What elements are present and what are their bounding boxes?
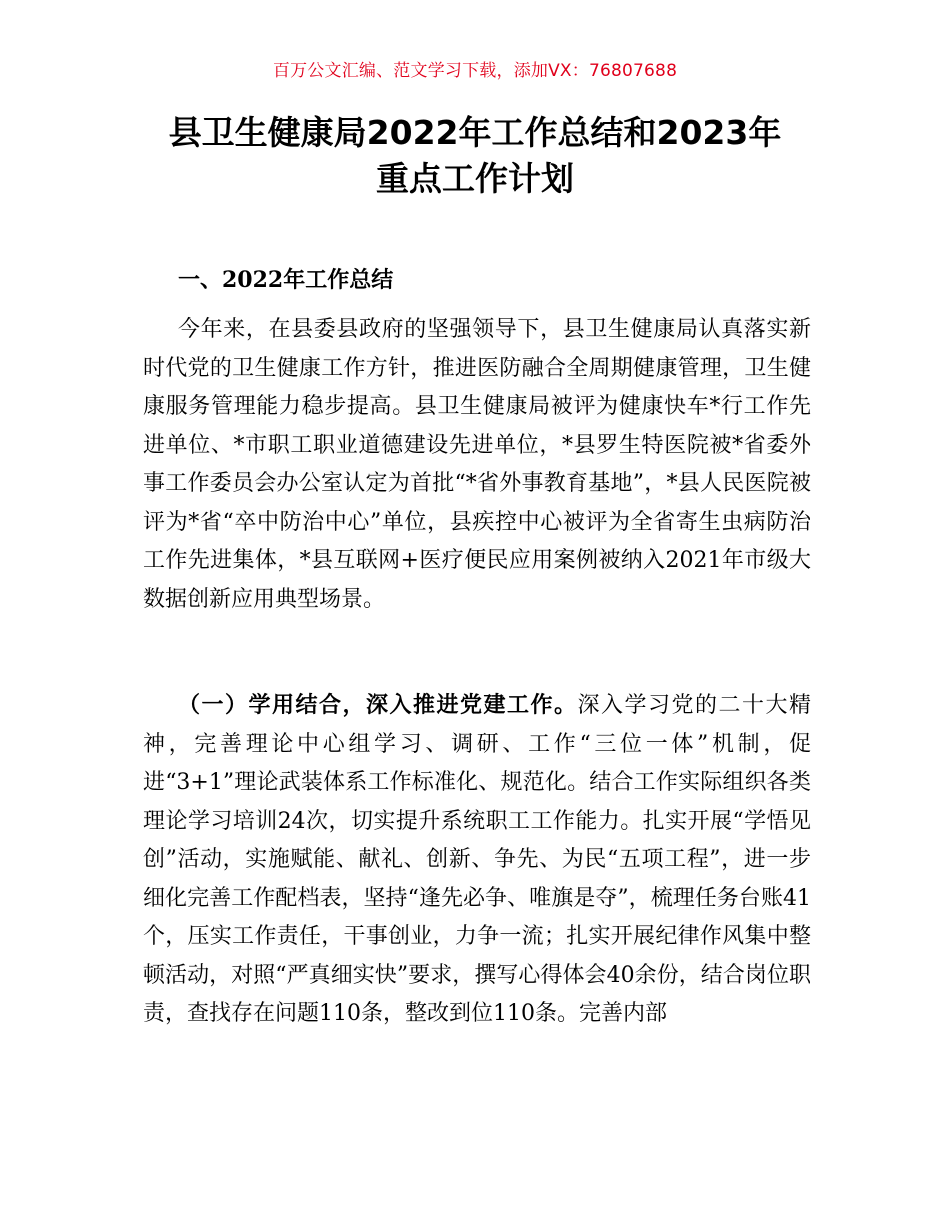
subsection-body: 深入学习党的二十大精神，完善理论中心组学习、调研、工作“三位一体”机制，促进“3+1”理论武装体系工作标准化、规范化。结合工作实际组织各类理论学习培训24次，切实提升系统职工工作能力。扎实开展“学悟见创”活动，实施赋能、献礼、创新、争先、为民“五项工程”，进一步细化完善工作配档表，坚持“逢先必争、唯旗是夺”，梳理任务台账41个，压实工作责任，干事创业，力争一流；扎实开展纪律作风集中整顿活动，对照“严真细实快”要求，撰写心得体会40余份，结合岗位职责，查找存在问题110条，整改到位110条。完善内部 [143, 693, 811, 1026]
body-paragraph: 今年来，在县委县政府的坚强领导下，县卫生健康局认真落实新时代党的卫生健康工作方针，推进医防融合全周期健康管理，卫生健康服务管理能力稳步提高。县卫生健康局被评为健康快车*行工作先进单位、*市职工职业道德建设先进单位，*县罗生特医院被*省委外事工作委员会办公室认定为首批“*省外事教育基地”，*县人民医院被评为*省“卒中防治中心”单位，县疾控中心被评为全省寄生虫病防治工作先进集体，*县互联网+医疗便民应用案例被纳入2021年市级大数据创新应用典型场景。 [143, 317, 811, 612]
title-line-2: 重点工作计划 [376, 159, 574, 198]
section-heading: 一、2022年工作总结 [178, 267, 394, 293]
document-title [120, 110, 830, 202]
title-line-1: 县卫生健康局2022年工作总结和2023年 [168, 113, 782, 152]
subsection-lead: （一）学用结合，深入推进党建工作。 [178, 693, 578, 718]
subsection-paragraph [143, 687, 811, 1034]
watermark-text: 百万公文汇编、范文学习下载，添加VX：76807688 [272, 61, 678, 81]
